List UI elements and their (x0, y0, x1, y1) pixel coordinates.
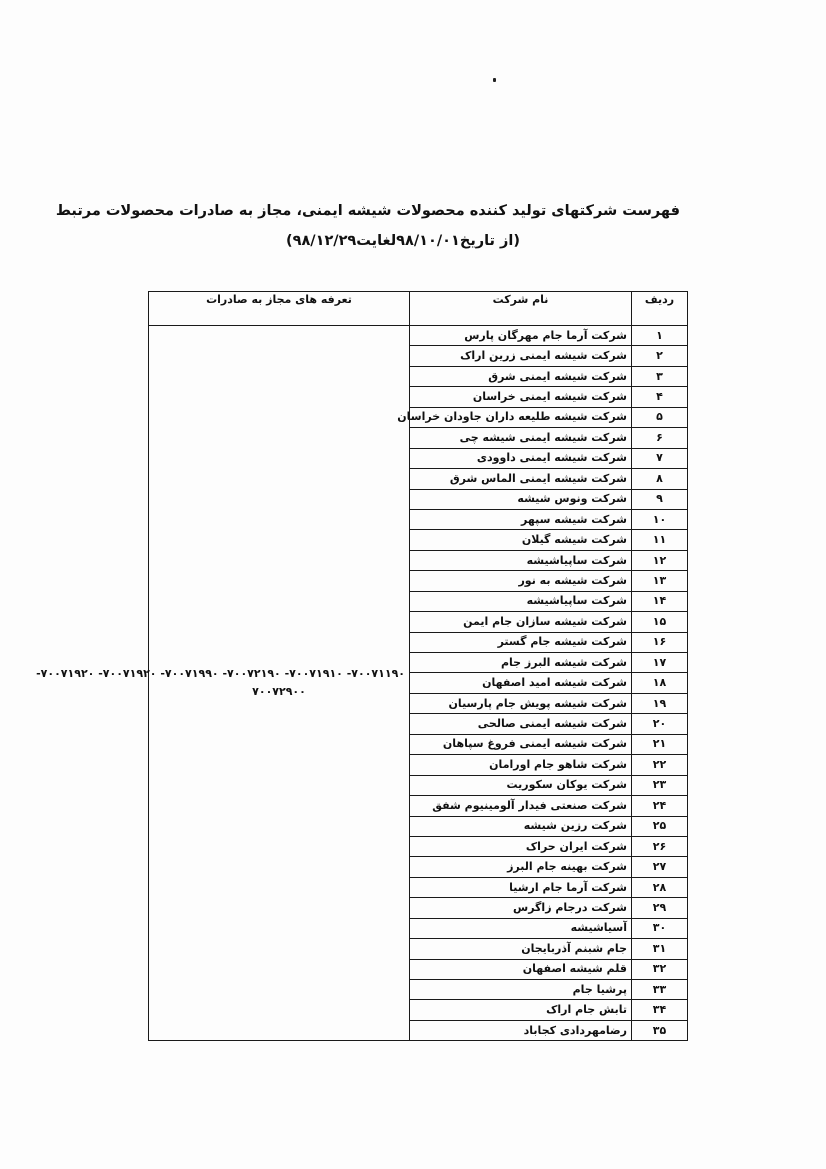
row-number: ۴ (632, 387, 688, 407)
row-number: ۲۵ (632, 816, 688, 836)
company-name: شرکت شیشه ایمنی صالحی (410, 714, 632, 734)
company-name: شرکت شیشه سازان جام ایمن (410, 612, 632, 632)
company-name: شرکت صنعتی فیدار آلومینیوم شفق (410, 796, 632, 816)
company-name: شرکت شیشه سپهر (410, 509, 632, 529)
table-body (36, 326, 688, 1041)
row-number: ۲۳ (632, 775, 688, 795)
company-name: تابش جام اراک (410, 1000, 632, 1020)
row-number: ۷ (632, 448, 688, 468)
company-name: شرکت درجام زاگرس (410, 898, 632, 918)
header-row-number: ردیف (632, 292, 688, 326)
company-name: شرکت شیشه جام گستر (410, 632, 632, 652)
company-name: شرکت شیشه طلیعه داران جاودان خراسان (410, 407, 632, 427)
company-name: شرکت یوکان سکوریت (410, 775, 632, 795)
company-name: شرکت شیشه ایمنی فروغ سپاهان (410, 734, 632, 754)
company-name: شرکت شیشه ایمنی داوودی (410, 448, 632, 468)
company-name: آسیاشیشه (410, 918, 632, 938)
row-number: ۱ (632, 326, 688, 346)
row-number: ۳۴ (632, 1000, 688, 1020)
row-number: ۲۹ (632, 898, 688, 918)
company-name: قلم شیشه اصفهان (410, 959, 632, 979)
company-name: شرکت شیشه البرز جام (410, 653, 632, 673)
company-name: شرکت شیشه ایمنی الماس شرق (410, 469, 632, 489)
company-name: شرکت شیشه ایمنی زرین اراک (410, 346, 632, 366)
row-number: ۲۸ (632, 877, 688, 897)
header-tariffs: تعرفه های مجاز به صادرات (149, 292, 410, 326)
company-name: شرکت ایران حراک (410, 836, 632, 856)
allowed-tariffs (36, 326, 410, 1041)
row-number: ۱۸ (632, 673, 688, 693)
company-name: شرکت شیشه ایمنی شیشه چی (410, 428, 632, 448)
row-number: ۲۷ (632, 857, 688, 877)
row-number: ۳ (632, 366, 688, 386)
table-row (149, 326, 688, 346)
header-company-name: نام شرکت (410, 292, 632, 326)
company-name: شرکت شاهو جام اورامان (410, 755, 632, 775)
tariff-codes-line-1: ۷۰۰۷۱۱۹۰- ۷۰۰۷۱۹۱۰- ۷۰۰۷۲۱۹۰- ۷۰۰۷۱۹۹۰- ۷۰۰۷۱۹۲۰- ۷۰۰۷۱۹۲۰- (36, 667, 405, 681)
row-number: ۵ (632, 407, 688, 427)
row-number: ۱۰ (632, 509, 688, 529)
company-name: شرکت شیشه ایمنی خراسان (410, 387, 632, 407)
company-name: شرکت شیشه امید اصفهان (410, 673, 632, 693)
row-number: ۲۶ (632, 836, 688, 856)
company-name: پرشیا جام (410, 980, 632, 1000)
company-name: شرکت شیشه گیلان (410, 530, 632, 550)
row-number: ۲ (632, 346, 688, 366)
row-number: ۶ (632, 428, 688, 448)
row-number: ۹ (632, 489, 688, 509)
company-name: شرکت ساپیاشیشه (410, 591, 632, 611)
row-number: ۱۹ (632, 693, 688, 713)
row-number: ۲۴ (632, 796, 688, 816)
row-number: ۳۳ (632, 980, 688, 1000)
company-name: شرکت آرما جام مهرگان پارس (410, 326, 632, 346)
scan-speck (493, 78, 496, 82)
company-name: رضامهردادی کجاباد (410, 1020, 632, 1040)
company-name: شرکت رزین شیشه (410, 816, 632, 836)
companies-table (36, 291, 688, 1041)
row-number: ۱۳ (632, 571, 688, 591)
company-name: شرکت ونوس شیشه (410, 489, 632, 509)
document-title: فهرست شرکتهای تولید کننده محصولات شیشه ایمنی، مجاز به صادرات محصولات مرتبط (55, 203, 680, 219)
row-number: ۸ (632, 469, 688, 489)
row-number: ۱۷ (632, 653, 688, 673)
row-number: ۲۱ (632, 734, 688, 754)
row-number: ۱۲ (632, 550, 688, 570)
company-name: شرکت ساپیاشیشه (410, 550, 632, 570)
company-name: شرکت شیشه ایمنی شرق (410, 366, 632, 386)
company-name: شرکت آرما جام ارشیا (410, 877, 632, 897)
row-number: ۳۵ (632, 1020, 688, 1040)
company-name: جام شبنم آذربایجان (410, 939, 632, 959)
tariff-codes-line-2: ۷۰۰۷۲۹۰۰ (252, 685, 306, 699)
row-number: ۱۴ (632, 591, 688, 611)
table-header-row (149, 292, 688, 326)
row-number: ۲۰ (632, 714, 688, 734)
row-number: ۱۶ (632, 632, 688, 652)
document-date-range: (از تاریخ۹۸/۱۰/۰۱لغایت۹۸/۱۲/۲۹) (285, 233, 520, 249)
row-number: ۳۰ (632, 918, 688, 938)
company-name: شرکت شیشه پویش جام پارسیان (410, 693, 632, 713)
company-name: شرکت شیشه به نور (410, 571, 632, 591)
row-number: ۳۱ (632, 939, 688, 959)
company-name: شرکت بهینه جام البرز (410, 857, 632, 877)
row-number: ۳۲ (632, 959, 688, 979)
row-number: ۱۱ (632, 530, 688, 550)
row-number: ۱۵ (632, 612, 688, 632)
row-number: ۲۲ (632, 755, 688, 775)
